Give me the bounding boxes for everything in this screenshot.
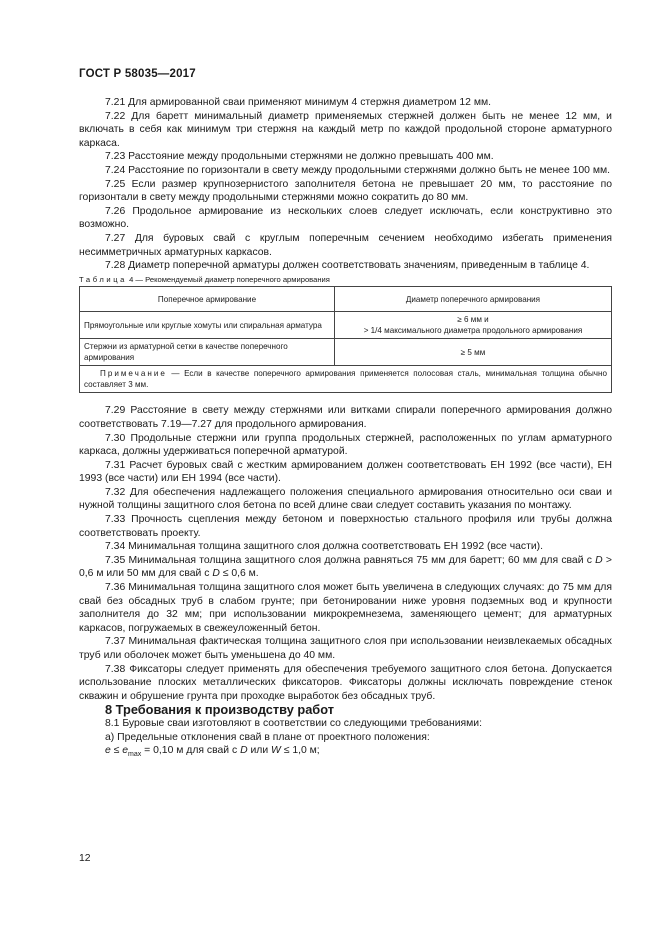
paragraph-7-29: 7.29 Расстояние в свету между стержнями или витками спирали поперечного армирования должно соответствовать 7.19—7.27 для продольного армирования.: [79, 405, 612, 430]
table-caption: [79, 273, 612, 287]
page-number: 12: [79, 853, 91, 864]
paragraph-7-24: 7.24 Расстояние по горизонтали в свету между продольными стержнями должно быть не менее 100 мм.: [105, 164, 611, 176]
table-caption-label: Таблица: [79, 274, 127, 284]
formula-text-2: или: [247, 745, 272, 757]
table-row1-col1: Прямоугольные или круглые хомуты или спиральная арматура: [80, 312, 335, 339]
table-row2-col2: ≥ 5 мм: [335, 339, 612, 366]
table-note-text: — Если в качестве поперечного армирования применяется полосовая сталь, минимальная толщина обычно составляет 3 мм.: [84, 369, 607, 390]
paragraph-7-26: 7.26 Продольное армирование из нескольких слоев следует исключать, если конструктивно это возможно.: [79, 205, 612, 231]
paragraph-7-27: 7.27 Для буровых свай с круглым поперечным сечением необходимо избегать применения несимметричных арматурных каркасов.: [79, 232, 612, 258]
p735-text-2: > 0,6 м или 50 мм для свай с: [79, 554, 612, 580]
paragraph-7-35: [79, 554, 612, 581]
p735-var-d-2: D: [212, 568, 220, 580]
paragraph-7-36: 7.36 Минимальная толщина защитного слоя может быть увеличена в следующих случаях: до 75 мм для свай без обсадных труб в слабом грунте; при бетонировании ниже уровня подземных вод и крупности заполнителя до 32 мм; при использовании микрокремнезема, заменяющего цемент; для арматурных каркасов, погружаемых в свежеуложенный бетон.: [79, 582, 612, 634]
formula-line: [79, 744, 612, 762]
formula-var-w: W: [271, 745, 281, 757]
paragraph-7-34: 7.34 Минимальная толщина защитного слоя должна соответствовать ЕН 1992 (все части).: [105, 541, 544, 553]
table-caption-title: 4 — Рекомендуемый диаметр поперечного армирования: [126, 274, 330, 284]
formula-text-3: ≤ 1,0 м;: [280, 745, 320, 757]
table-note-label: Примечание: [100, 369, 167, 379]
formula-var-e: e: [105, 745, 111, 757]
table-row2-col1: Стержни из арматурной сетки в качестве поперечного армирования: [80, 339, 335, 366]
paragraph-7-21: 7.21 Для армированной сваи применяют минимум 4 стержня диаметром 12 мм.: [105, 97, 492, 108]
table-row1-col2-line1: ≥ 6 мм и: [457, 315, 489, 325]
formula-op: ≤: [110, 745, 123, 757]
table-header-row: [80, 287, 612, 312]
table-row1-col2-line2: > 1/4 максимального диаметра продольного армирования: [363, 326, 583, 336]
p735-var-d-1: D: [595, 554, 603, 566]
paragraph-7-25: 7.25 Если размер крупнозернистого заполнителя бетона не превышает 20 мм, то расстояние по горизонтали в свету между продольными стержнями можно сократить до 80 мм.: [79, 178, 612, 204]
paragraph-7-23: 7.23 Расстояние между продольными стержнями не должно превышать 400 мм.: [105, 151, 494, 163]
table-note: [80, 366, 612, 393]
paragraph-7-31: 7.31 Расчет буровых свай с жестким армированием должен соответствовать ЕН 1992 (все части), ЕН 1993 (все части) или ЕН 1994 (все части).: [79, 459, 612, 485]
table-col2-header: Диаметр поперечного армирования: [335, 287, 612, 312]
table-note-row: [80, 366, 612, 393]
paragraph-8-1-a: а) Предельные отклонения свай в плане от проектного положения:: [105, 731, 430, 743]
paragraph-8-1: 8.1 Буровые сваи изготовляют в соответствии со следующими требованиями:: [105, 717, 482, 729]
paragraph-7-30: 7.30 Продольные стержни или группа продольных стержней, расположенных по углам арматурного каркаса, должны удерживаться поперечной арматурой.: [79, 432, 612, 458]
formula-subscript: max: [128, 751, 142, 759]
table-4: [79, 286, 612, 393]
table-row: [80, 312, 612, 339]
formula-text-1: = 0,10 м для свай с: [141, 745, 241, 757]
table-col1-header: Поперечное армирование: [80, 287, 335, 312]
p735-text-1: 7.35 Минимальная толщина защитного слоя должна равняться 75 мм для баретт; 60 мм для свай с: [105, 554, 596, 566]
table-row: [80, 339, 612, 366]
document-body: [79, 96, 612, 762]
paragraph-7-33: 7.33 Прочность сцепления между бетоном и поверхностью стального профиля или трубы должна соответствовать проекту.: [79, 514, 612, 539]
paragraph-7-38: 7.38 Фиксаторы следует применять для обеспечения требуемого защитного слоя бетона. Допускается использование плоских металлических фиксаторов. Фиксаторы должны исключать повреждение стенок скважин и обрушение грунта при проходке выработок без обсадных труб.: [79, 663, 612, 702]
paragraph-7-32: 7.32 Для обеспечения надлежащего положения специального армирования относительно оси сваи и нужной толщины защитного слоя бетона по всей длине сваи следует составить указания по монтажу.: [79, 486, 612, 512]
document-code-header: ГОСТ Р 58035—2017: [79, 68, 196, 80]
paragraph-7-28: 7.28 Диаметр поперечной арматуры должен соответствовать значениям, приведенным в таблице 4.: [105, 260, 590, 272]
paragraph-7-37: 7.37 Минимальная фактическая толщина защитного слоя при использовании неизвлекаемых обсадных труб или оболочек может быть уменьшена до 40 мм.: [79, 636, 612, 661]
formula-var-d: D: [240, 745, 248, 757]
formula-var-e-max: e: [122, 745, 129, 757]
p735-text-3: ≤ 0,6 м.: [219, 568, 259, 580]
table-row1-col2: [335, 312, 612, 339]
paragraph-7-22: 7.22 Для баретт минимальный диаметр применяемых стержней должен быть не менее 12 мм, и включать в себя как минимум три стержня на каждый метр по каждой продольной стороне арматурного каркаса.: [79, 110, 612, 149]
section-8-heading: 8 Требования к производству работ: [105, 702, 334, 718]
